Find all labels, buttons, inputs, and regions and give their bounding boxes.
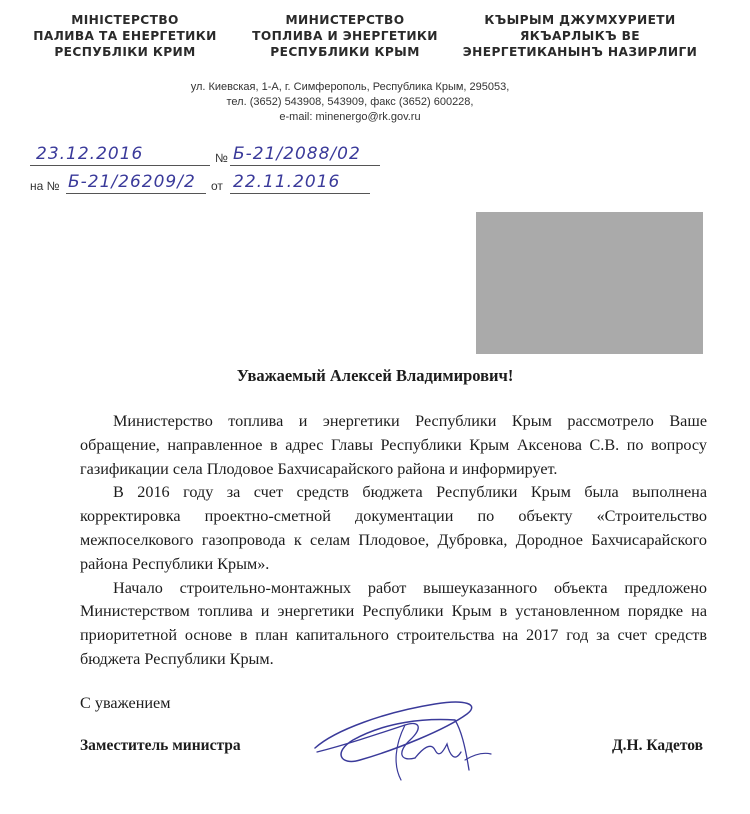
underline xyxy=(230,193,370,194)
underline xyxy=(230,165,380,166)
paragraph: Начало строительно-монтажных работ вышеуказанного объекта предложено Министерством топлива и энергетики Республики Крым в установленном порядке на приоритетной основе в план капитального строительства на 2017 год за счет средств бюджета Республики Крым. xyxy=(80,578,707,668)
letter-body xyxy=(80,410,707,672)
signatory-name: Д.Н. Кадетов xyxy=(612,737,703,754)
reply-to-label: на № xyxy=(30,179,60,193)
letterhead-line: КЪЫРЫМ ДЖУМХУРИЕТИ xyxy=(484,13,676,27)
letterhead-crimean-tatar xyxy=(460,12,700,60)
letterhead-line: РЕСПУБЛІКИ КРИМ xyxy=(54,45,196,59)
reply-to-number: Б-21/26209/2 xyxy=(68,172,196,192)
underline xyxy=(30,165,210,166)
contact-block xyxy=(170,80,530,125)
letterhead-line: МІНІСТЕРСТВО xyxy=(71,13,179,27)
address-line: ул. Киевская, 1-А, г. Симферополь, Республика Крым, 295053, xyxy=(190,81,510,93)
signatory-title: Заместитель министра xyxy=(80,737,241,754)
paragraph: Министерство топлива и энергетики Республики Крым рассмотрело Ваше обращение, направленное в адрес Главы Республики Крым Аксенова С.В. по вопросу газификации села Плодовое Бахчисарайского района и информирует. xyxy=(80,412,707,478)
salutation: Уважаемый Алексей Владимирович! xyxy=(236,366,514,385)
letterhead-line: ЯКЪАРЛЫКЪ ВЕ xyxy=(520,29,640,43)
letterhead-ukrainian xyxy=(25,12,225,60)
from-label: от xyxy=(211,179,223,193)
letterhead-line: МИНИСТЕРСТВО xyxy=(285,13,405,27)
letterhead-russian xyxy=(245,12,445,60)
letterhead-line: ЭНЕРГЕТИКАНЫНЪ НАЗИРЛИГИ xyxy=(462,45,698,59)
paragraph: В 2016 году за счет средств бюджета Республики Крым была выполнена корректировка проектно-сметной документации по объекту «Строительство межпоселкового газопровода к селам Плодовое, Дубровка, Дородное Бахчисарайского района Республики Крым». xyxy=(80,483,707,573)
closing: С уважением xyxy=(80,694,171,712)
handwritten-signature xyxy=(305,690,505,790)
outgoing-date: 23.12.2016 xyxy=(36,144,144,164)
phone-line: тел. (3652) 543908, 543909, факс (3652) 600228, xyxy=(226,96,474,108)
letterhead-line: РЕСПУБЛИКИ КРЫМ xyxy=(270,45,420,59)
reply-to-date: 22.11.2016 xyxy=(233,172,341,192)
email-line: e-mail: minenergo@rk.gov.ru xyxy=(279,111,421,123)
outgoing-number: Б-21/2088/02 xyxy=(233,144,361,164)
underline xyxy=(66,193,206,194)
letterhead-line: ПАЛИВА ТА ЕНЕРГЕТИКИ xyxy=(33,29,217,43)
number-label: № xyxy=(215,151,228,165)
redacted-addressee xyxy=(476,212,703,354)
letterhead-line: ТОПЛИВА И ЭНЕРГЕТИКИ xyxy=(252,29,438,43)
